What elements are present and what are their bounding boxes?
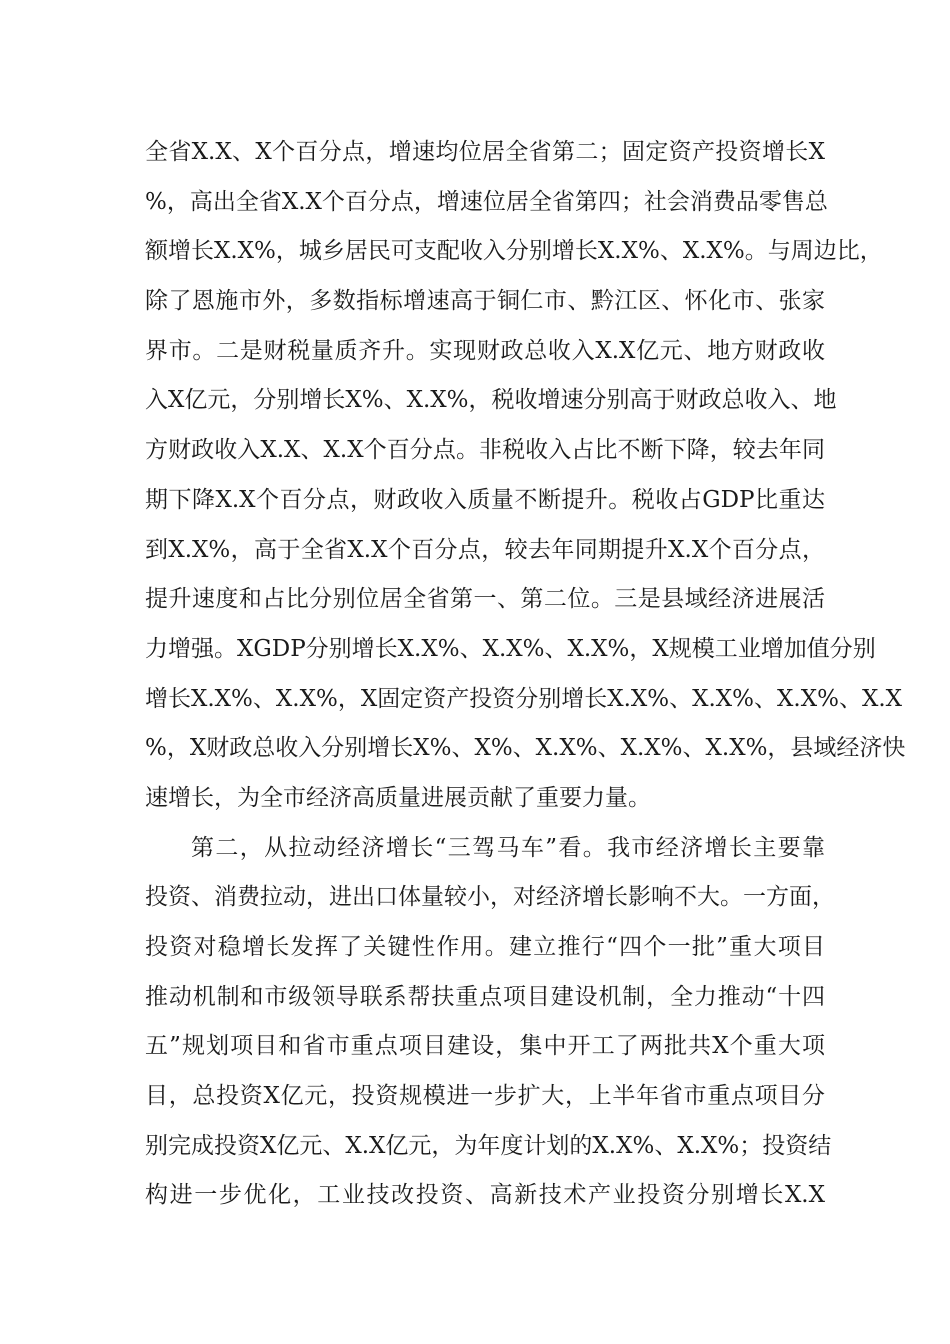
text-line: 投资对稳增长发挥了关键性作用。建立推行“四个一批”重大项目 (145, 934, 825, 960)
text-line: 增长X.X%、X.X%，X固定资产投资分别增长X.X%、X.X%、X.X%、X.X (145, 685, 903, 712)
text-line: 除了恩施市外，多数指标增速高于铜仁市、黔江区、怀化市、张家 (145, 288, 825, 315)
text-line: 入X亿元，分别增长X%、X.X%，税收增速分别高于财政总收入、地 (145, 387, 837, 414)
body-text (145, 128, 906, 1221)
text-line: %，X财政总收入分别增长X%、X%、X.X%、X.X%、X.X%，县域经济快 (145, 735, 906, 762)
text-line: 目，总投资X亿元，投资规模进一步扩大，上半年省市重点项目分 (145, 1083, 825, 1110)
text-line: 速增长，为全市经济高质量进展贡献了重要力量。 (145, 784, 651, 811)
text-line: 额增长X.X%，城乡居民可支配收入分别增长X.X%、X.X%。与周边比， (145, 238, 883, 265)
text-line: 投资、消费拉动，进出口体量较小，对经济增长影响不大。一方面， (145, 884, 835, 911)
text-line: 全省X.X、X个百分点，增速均位居全省第二；固定资产投资增长X (145, 139, 825, 165)
text-line: 界市。二是财税量质齐升。实现财政总收入X.X亿元、地方财政收 (145, 337, 825, 364)
paragraph-2 (145, 824, 835, 1222)
text-line: 提升速度和占比分别位居全省第一、第二位。三是县域经济进展活 (145, 586, 825, 613)
text-line: 力增强。XGDP分别增长X.X%、X.X%、X.X%，X规模工业增加值分别 (145, 635, 876, 662)
paragraph-1 (145, 128, 906, 824)
text-line: 构进一步优化，工业技改投资、高新技术产业投资分别增长X.X (145, 1182, 825, 1209)
text-line: 第二，从拉动经济增长“三驾马车”看。我市经济增长主要靠 (191, 834, 825, 861)
text-line: 期下降X.X个百分点，财政收入质量不断提升。税收占GDP比重达 (145, 486, 825, 513)
text-line: 五”规划项目和省市重点项目建设，集中开工了两批共X个重大项 (145, 1033, 825, 1060)
text-line: %，高出全省X.X个百分点，增速位居全省第四；社会消费品零售总 (145, 188, 828, 215)
text-line: 推动机制和市级领导联系帮扶重点项目建设机制，全力推动“十四 (145, 983, 825, 1010)
text-line: 方财政收入X.X、X.X个百分点。非税收入占比不断下降，较去年同 (145, 437, 825, 464)
text-line: 别完成投资X亿元、X.X亿元，为年度计划的X.X%、X.X%；投资结 (145, 1132, 832, 1159)
text-line: 到X.X%，高于全省X.X个百分点，较去年同期提升X.X个百分点， (145, 536, 825, 563)
